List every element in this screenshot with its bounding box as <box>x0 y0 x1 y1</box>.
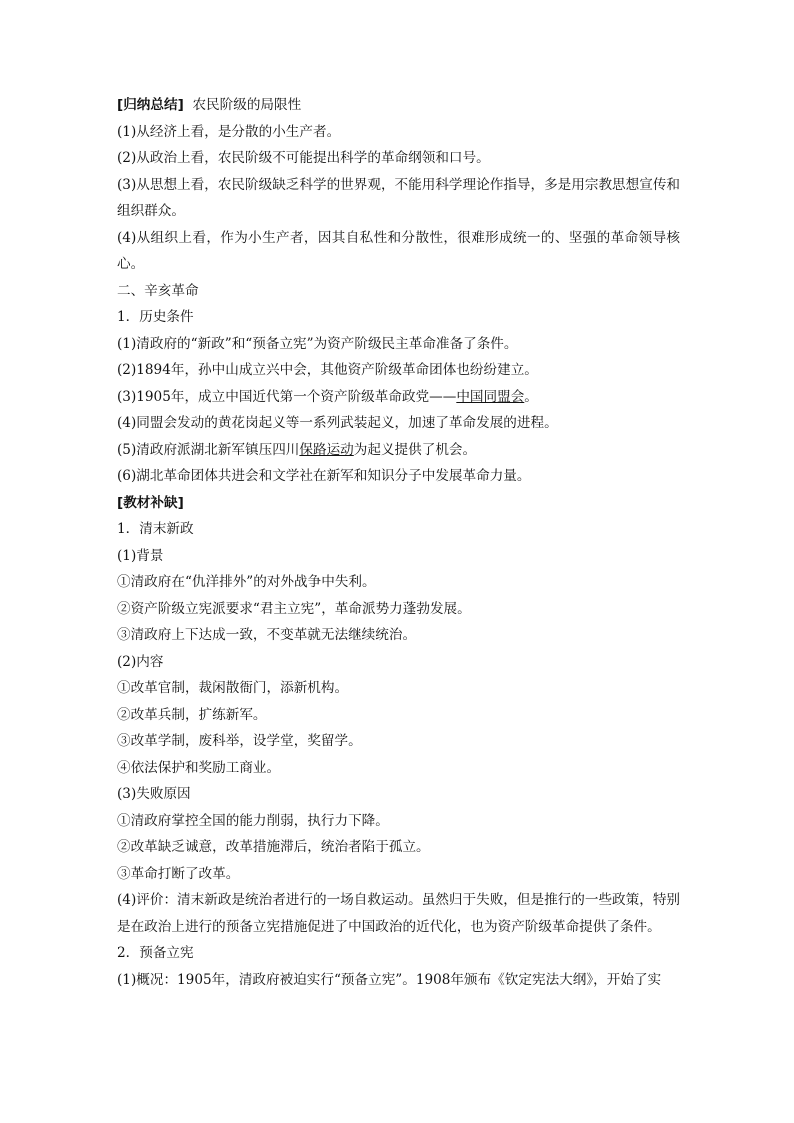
summary-item: (2)从政治上看，农民阶级不可能提出科学的革命纲领和口号。 <box>117 150 490 166</box>
point-title: (1)背景 <box>117 547 164 564</box>
document-page <box>117 92 680 993</box>
evaluation: (4)评价：清末新政是统治者进行的一场自救运动。虽然归于失败，但是推行的一些政策，特别是在政治上进行的预备立宪措施促进了中国政治的近代化，也为资产阶级革命提供了条件。 <box>117 892 681 935</box>
point-title: (3)失败原因 <box>117 786 191 802</box>
overview: (1)概况：1905年，清政府被迫实行“预备立宪”。1908年颁布《钦定宪法大纲》，开始了实 <box>117 971 662 988</box>
summary-item: (4)从组织上看，作为小生产者，因其自私性和分散性，很难形成统一的、坚强的革命领导核心。 <box>117 229 680 272</box>
condition-item <box>117 384 680 411</box>
condition-item: (2)1894年，孙中山成立兴中会，其他资产阶级革命团体也纷纷建立。 <box>117 362 538 378</box>
condition-text: (5)清政府派湖北新军镇压四川 <box>117 441 300 458</box>
subsection-title: 1．历史条件 <box>117 309 194 325</box>
condition-item: (6)湖北革命团体共进会和文学社在新军和知识分子中发展革命力量。 <box>117 468 531 484</box>
condition-text: (3)1905年，成立中国近代第一个资产阶级革命政党—— <box>117 388 457 405</box>
subsection-title: 1．清末新政 <box>117 521 194 537</box>
condition-text: 。 <box>524 388 538 405</box>
list-item: ②改革兵制，扩练新军。 <box>117 706 267 723</box>
condition-item: (1)清政府的“新政”和“预备立宪”为资产阶级民主革命准备了条件。 <box>117 335 518 352</box>
condition-text: 为起义提供了机会。 <box>353 441 477 458</box>
list-item: ③改革学制，废科举，设学堂，奖留学。 <box>117 733 362 749</box>
summary-heading <box>117 92 680 119</box>
summary-item: (1)从经济上看，是分散的小生产者。 <box>117 123 341 140</box>
supplement-heading <box>117 490 680 517</box>
list-item: ②资产阶级立宪派要求“君主立宪”，革命派势力蓬勃发展。 <box>117 600 471 617</box>
list-item: ④依法保护和奖励工商业。 <box>117 759 281 776</box>
summary-title: 农民阶级的局限性 <box>183 97 302 113</box>
underlined-term: 中国同盟会 <box>456 388 525 405</box>
summary-item: (3)从思想上看，农民阶级缺乏科学的世界观，不能用科学理论作指导，多是用宗教思想宣传和组织群众。 <box>117 176 681 219</box>
list-item: ①改革官制，裁闲散衙门，添新机构。 <box>117 680 349 696</box>
supplement-tag: [教材补缺] <box>117 494 184 511</box>
list-item: ①清政府掌控全国的能力削弱，执行力下降。 <box>117 812 389 829</box>
underlined-term: 保路运动 <box>299 441 354 458</box>
list-item: ①清政府在“仇洋排外”的对外战争中失利。 <box>117 574 376 590</box>
list-item: ②改革缺乏诚意，改革措施滞后，统治者陷于孤立。 <box>117 839 430 855</box>
condition-item <box>117 437 680 464</box>
point-title: (2)内容 <box>117 653 164 670</box>
list-item: ③革命打断了改革。 <box>117 865 240 882</box>
summary-tag: [归纳总结] <box>117 97 184 113</box>
condition-item: (4)同盟会发动的黄花岗起义等一系列武装起义，加速了革命发展的进程。 <box>117 415 558 431</box>
list-item: ③清政府上下达成一致，不变革就无法继续统治。 <box>117 627 417 643</box>
section-heading: 二、辛亥革命 <box>117 282 199 299</box>
subsection-title: 2．预备立宪 <box>117 945 194 961</box>
